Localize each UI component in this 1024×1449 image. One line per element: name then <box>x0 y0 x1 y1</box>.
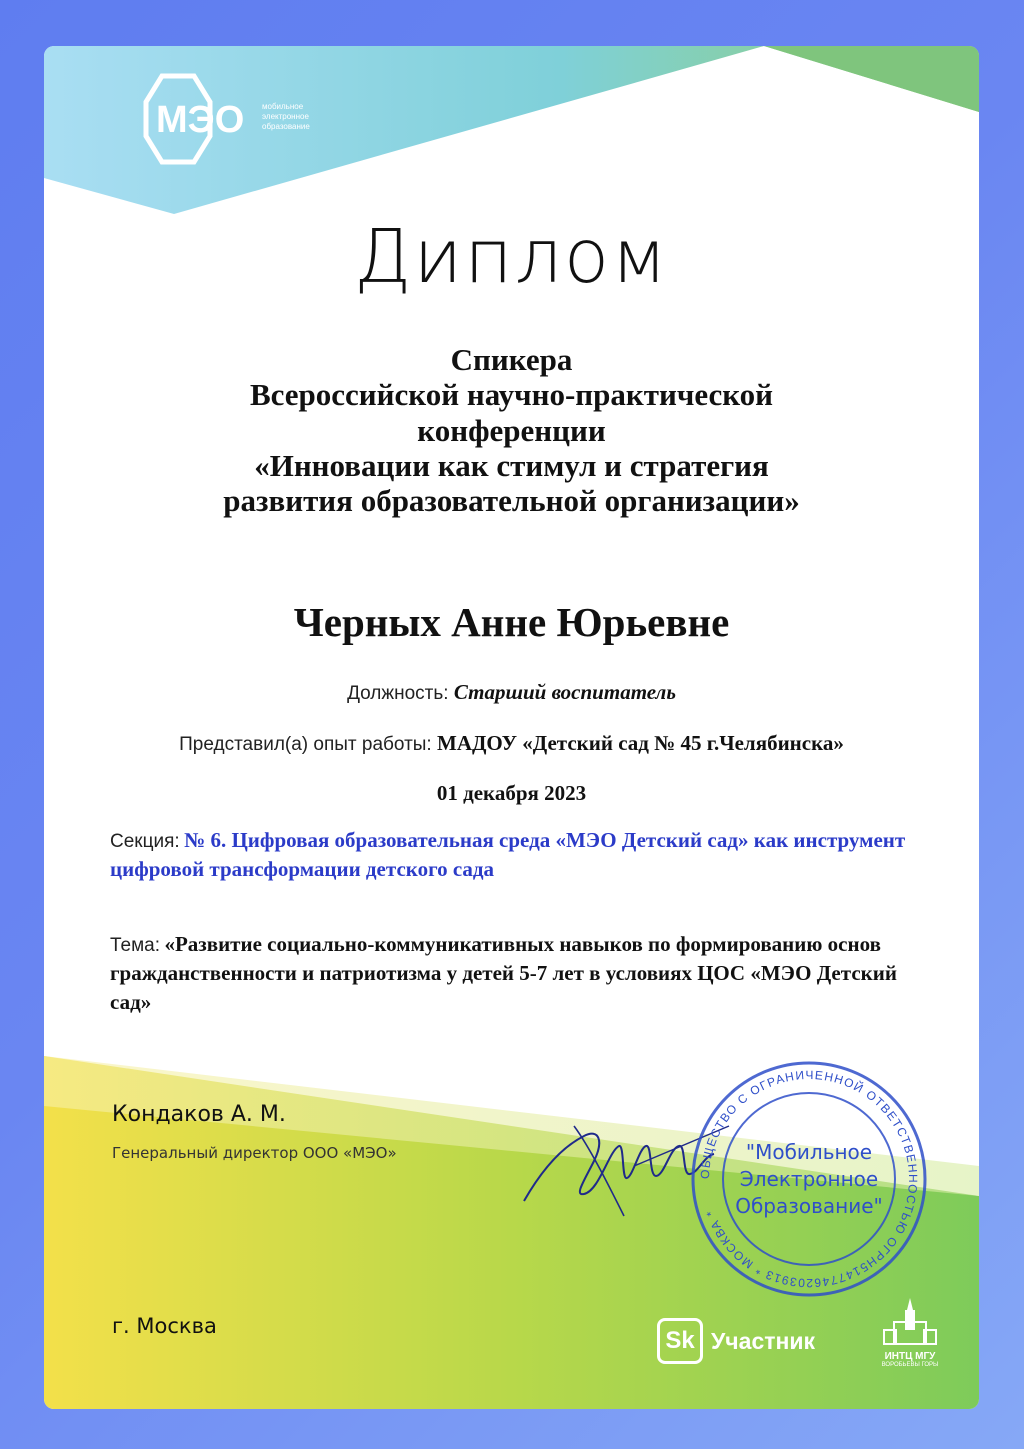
stamp-line-1: "Мобильное <box>745 1140 873 1164</box>
skolkovo-icon: Sk <box>657 1318 703 1364</box>
stamp-line-3: Образование" <box>735 1194 883 1218</box>
logo-sub-line-3: образование <box>262 122 310 131</box>
conference-line-4: «Инновации как стимул и стратегия <box>254 447 769 483</box>
position-label: Должность: <box>347 683 449 704</box>
skolkovo-badge <box>657 1318 815 1364</box>
conference-line-3: конференции <box>417 412 606 448</box>
section-label: Секция: <box>110 831 180 852</box>
conference-heading <box>104 342 919 519</box>
topic-value: «Развитие социально-коммуникативных навыков по формированию основ гражданственности и патриотизма у детей 5-7 лет в условиях ЦОС «МЭО Детский сад» <box>110 932 897 1015</box>
logo-sub-line-2: электронное <box>262 112 309 121</box>
position-value: Старший воспитатель <box>453 680 676 704</box>
recipient-name: Черных Анне Юрьевне <box>293 599 730 645</box>
conference-line-5: развития образовательной организации» <box>223 483 800 519</box>
mgu-title: ИНТЦ МГУ <box>884 1351 936 1362</box>
conference-line-1: Спикера <box>450 342 573 377</box>
experience-row <box>44 731 979 756</box>
diploma-title: Диплом <box>354 214 669 300</box>
stamp-ring-text: ОБЩЕСТВО С ОГРАНИЧЕННОЙ ОТВЕТСТВЕННОСТЬЮ ОГРН5147746203913 * МОСКВА * <box>697 1067 921 1291</box>
tower-icon <box>880 1296 940 1346</box>
signer-role: Генеральный директор ООО «МЭО» <box>112 1144 397 1162</box>
conference-line-2: Всероссийской научно-практической <box>249 377 774 413</box>
position-row <box>44 680 979 705</box>
skolkovo-label: Участник <box>711 1327 816 1354</box>
event-date: 01 декабря 2023 <box>436 781 587 805</box>
meo-logo <box>124 72 324 167</box>
experience-label: Представил(а) опыт работы: <box>179 734 432 755</box>
mgu-badge <box>872 1296 948 1368</box>
section-value: № 6. Цифровая образовательная среда «МЭО Детский сад» как инструмент цифровой трансформации детского сада <box>110 828 906 882</box>
experience-value: МАДОУ «Детский сад № 45 г.Челябинска» <box>437 731 844 755</box>
topic-label: Тема: <box>110 935 161 956</box>
logo-main-text: МЭО <box>156 99 245 141</box>
section-block <box>110 826 940 884</box>
diploma-card <box>44 46 979 1409</box>
mgu-subtitle: ВОРОБЬЕВЫ ГОРЫ <box>881 1362 939 1368</box>
logo-sub-line-1: мобильное <box>262 102 304 111</box>
city-label: г. Москва <box>112 1314 217 1338</box>
signer-name: Кондаков А. М. <box>112 1102 286 1127</box>
company-stamp <box>684 1054 934 1304</box>
stamp-line-2: Электронное <box>739 1167 879 1191</box>
topic-block <box>110 930 940 1017</box>
